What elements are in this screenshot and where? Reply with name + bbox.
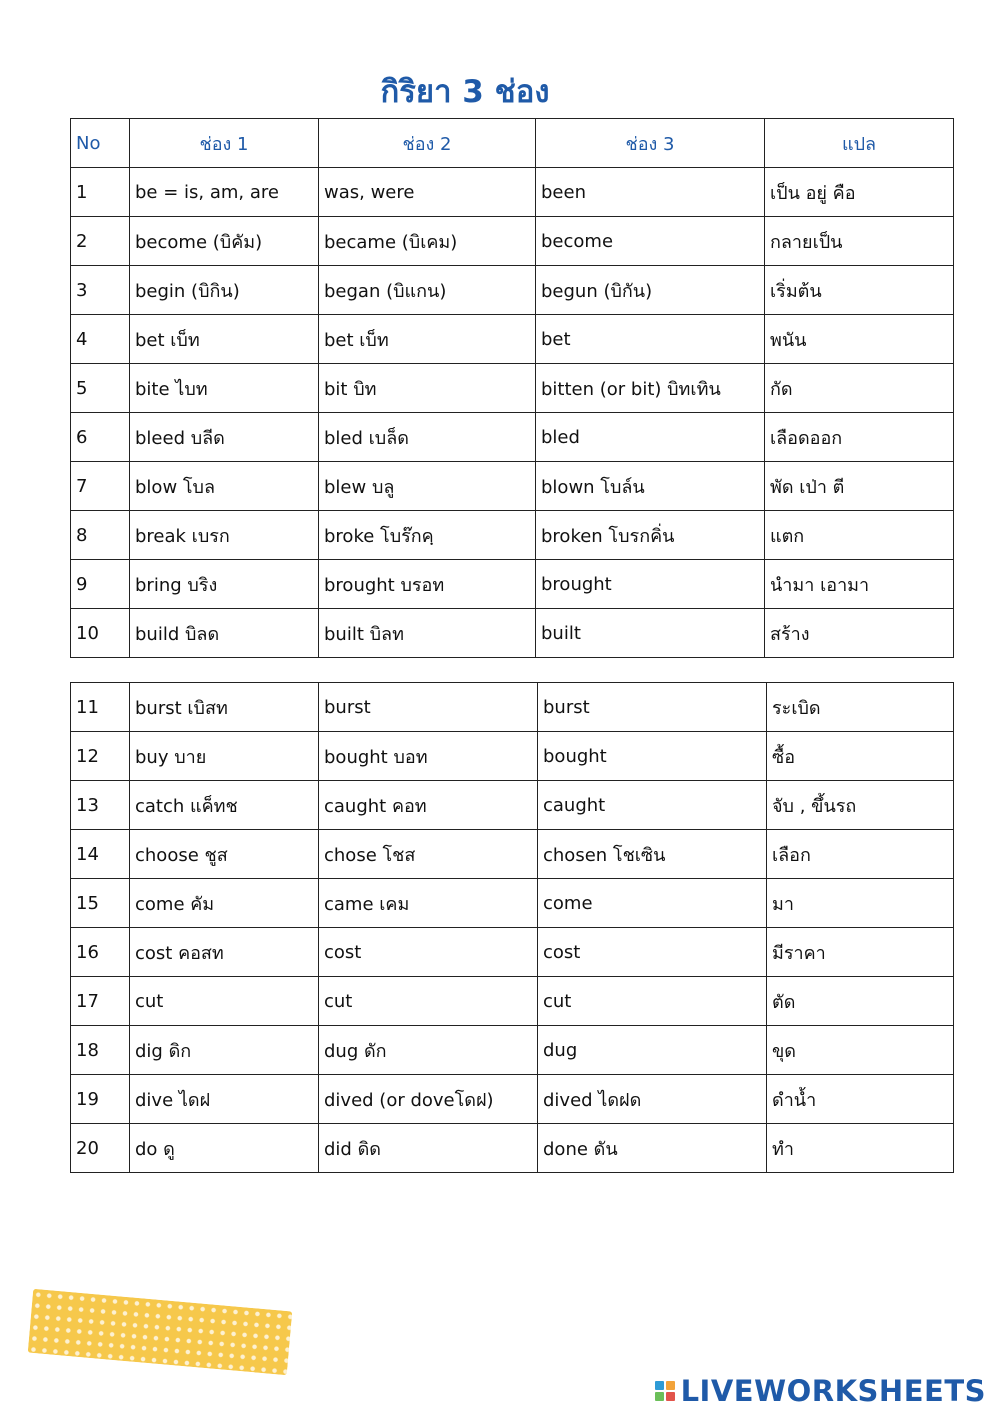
table-row [71, 879, 954, 928]
logo-grid-icon [655, 1381, 675, 1401]
cell-form-1: be = is, am, are [130, 168, 319, 217]
page-title: กิริยา 3 ช่อง [380, 74, 550, 110]
table-row [71, 781, 954, 830]
cell-form-2: broke โบร๊กคฺ [319, 511, 536, 560]
cell-form-1: become (บิคัม) [130, 217, 319, 266]
cell-translation: ระเบิด [767, 683, 954, 732]
table-row [71, 364, 954, 413]
cell-form-1: begin (บิกิน) [130, 266, 319, 315]
cell-translation: นำมา เอามา [765, 560, 954, 609]
header-translation: แปล [765, 119, 954, 168]
table-row [71, 1075, 954, 1124]
cell-form-2: bit บิท [319, 364, 536, 413]
cell-form-3: built [536, 609, 765, 658]
cell-no: 3 [71, 266, 130, 315]
table-row [71, 977, 954, 1026]
cell-form-2: became (บิเคม) [319, 217, 536, 266]
cell-translation: ดำน้ำ [767, 1075, 954, 1124]
cell-form-3: dug [538, 1026, 767, 1075]
cell-form-2: began (บิแกน) [319, 266, 536, 315]
cell-no: 16 [71, 928, 130, 977]
cell-form-2: brought บรอท [319, 560, 536, 609]
cell-form-1: catch แค็ทช [130, 781, 319, 830]
table-row [71, 560, 954, 609]
cell-no: 18 [71, 1026, 130, 1075]
liveworksheets-logo [655, 1374, 986, 1408]
cell-translation: ซื้อ [767, 732, 954, 781]
header-form-1: ช่อง 1 [130, 119, 319, 168]
cell-translation: กลายเป็น [765, 217, 954, 266]
cell-form-2: burst [319, 683, 538, 732]
table-row [71, 830, 954, 879]
cell-form-2: cost [319, 928, 538, 977]
cell-form-2: blew บลู [319, 462, 536, 511]
cell-form-2: came เคม [319, 879, 538, 928]
header-form-2: ช่อง 2 [319, 119, 536, 168]
cell-no: 9 [71, 560, 130, 609]
cell-form-3: come [538, 879, 767, 928]
cell-form-3: done ดัน [538, 1124, 767, 1173]
table-row [71, 928, 954, 977]
cell-form-3: caught [538, 781, 767, 830]
verb-table-body [71, 683, 954, 1173]
table-row [71, 168, 954, 217]
logo-square [655, 1392, 664, 1401]
table-row [71, 511, 954, 560]
cell-form-2: caught คอท [319, 781, 538, 830]
cell-form-3: bought [538, 732, 767, 781]
cell-translation: พัด เป่า ตี [765, 462, 954, 511]
logo-text: LIVEWORKSHEETS [680, 1374, 986, 1408]
cell-translation: ทำ [767, 1124, 954, 1173]
cell-no: 12 [71, 732, 130, 781]
cell-translation: เริ่มต้น [765, 266, 954, 315]
cell-no: 7 [71, 462, 130, 511]
cell-no: 4 [71, 315, 130, 364]
cell-form-1: do ดู [130, 1124, 319, 1173]
cell-form-3: been [536, 168, 765, 217]
table-row [71, 266, 954, 315]
cell-form-3: become [536, 217, 765, 266]
cell-translation: เลือก [767, 830, 954, 879]
cell-no: 8 [71, 511, 130, 560]
cell-form-3: dived ไดฝด [538, 1075, 767, 1124]
table-row [71, 217, 954, 266]
header-no: No [71, 119, 130, 168]
cell-form-3: bet [536, 315, 765, 364]
cell-form-1: bite ไบท [130, 364, 319, 413]
cell-form-3: brought [536, 560, 765, 609]
decorative-tape [28, 1289, 293, 1375]
table-row [71, 609, 954, 658]
cell-no: 2 [71, 217, 130, 266]
cell-form-1: bet เบ็ท [130, 315, 319, 364]
cell-form-3: burst [538, 683, 767, 732]
cell-form-2: built บิลท [319, 609, 536, 658]
verb-table-1 [70, 118, 954, 658]
cell-form-2: bet เบ็ท [319, 315, 536, 364]
cell-form-2: dived (or doveโดฝ) [319, 1075, 538, 1124]
cell-form-1: burst เบิสท [130, 683, 319, 732]
table-header-row [71, 119, 954, 168]
cell-translation: แตก [765, 511, 954, 560]
cell-form-3: cut [538, 977, 767, 1026]
cell-form-1: dig ดิก [130, 1026, 319, 1075]
cell-translation: เลือดออก [765, 413, 954, 462]
cell-form-2: did ดิด [319, 1124, 538, 1173]
table-row [71, 462, 954, 511]
table-row [71, 413, 954, 462]
cell-no: 5 [71, 364, 130, 413]
cell-form-3: broken โบรกคิ่น [536, 511, 765, 560]
cell-form-1: come คัม [130, 879, 319, 928]
cell-form-1: build บิลด [130, 609, 319, 658]
cell-form-1: dive ไดฝ [130, 1075, 319, 1124]
cell-no: 19 [71, 1075, 130, 1124]
cell-form-2: cut [319, 977, 538, 1026]
header-form-3: ช่อง 3 [536, 119, 765, 168]
cell-no: 20 [71, 1124, 130, 1173]
cell-no: 1 [71, 168, 130, 217]
table-row [71, 1124, 954, 1173]
cell-no: 13 [71, 781, 130, 830]
cell-translation: ตัด [767, 977, 954, 1026]
cell-no: 14 [71, 830, 130, 879]
cell-form-3: cost [538, 928, 767, 977]
cell-form-1: cost คอสท [130, 928, 319, 977]
cell-form-3: begun (บิกัน) [536, 266, 765, 315]
cell-form-2: bought บอท [319, 732, 538, 781]
cell-translation: มา [767, 879, 954, 928]
table-row [71, 732, 954, 781]
cell-no: 10 [71, 609, 130, 658]
table-row [71, 315, 954, 364]
cell-no: 15 [71, 879, 130, 928]
cell-form-1: break เบรก [130, 511, 319, 560]
cell-form-3: chosen โชเซิน [538, 830, 767, 879]
cell-form-2: bled เบล็ด [319, 413, 536, 462]
verb-table-2 [70, 682, 954, 1173]
cell-form-3: bitten (or bit) บิทเทิน [536, 364, 765, 413]
cell-translation: จับ , ขึ้นรถ [767, 781, 954, 830]
cell-no: 11 [71, 683, 130, 732]
cell-no: 17 [71, 977, 130, 1026]
cell-form-3: bled [536, 413, 765, 462]
table-row [71, 683, 954, 732]
logo-square [666, 1392, 675, 1401]
cell-form-2: was, were [319, 168, 536, 217]
logo-square [666, 1381, 675, 1390]
cell-form-1: bleed บลีด [130, 413, 319, 462]
verb-table-body [71, 168, 954, 658]
cell-translation: ขุด [767, 1026, 954, 1075]
cell-translation: เป็น อยู่ คือ [765, 168, 954, 217]
cell-no: 6 [71, 413, 130, 462]
cell-translation: สร้าง [765, 609, 954, 658]
cell-form-1: bring บริง [130, 560, 319, 609]
cell-form-2: chose โชส [319, 830, 538, 879]
cell-form-3: blown โบล์น [536, 462, 765, 511]
cell-form-1: cut [130, 977, 319, 1026]
cell-form-1: blow โบล [130, 462, 319, 511]
cell-translation: กัด [765, 364, 954, 413]
cell-translation: พนัน [765, 315, 954, 364]
cell-form-2: dug ดัก [319, 1026, 538, 1075]
logo-square [655, 1381, 664, 1390]
cell-translation: มีราคา [767, 928, 954, 977]
table-row [71, 1026, 954, 1075]
cell-form-1: buy บาย [130, 732, 319, 781]
cell-form-1: choose ชูส [130, 830, 319, 879]
